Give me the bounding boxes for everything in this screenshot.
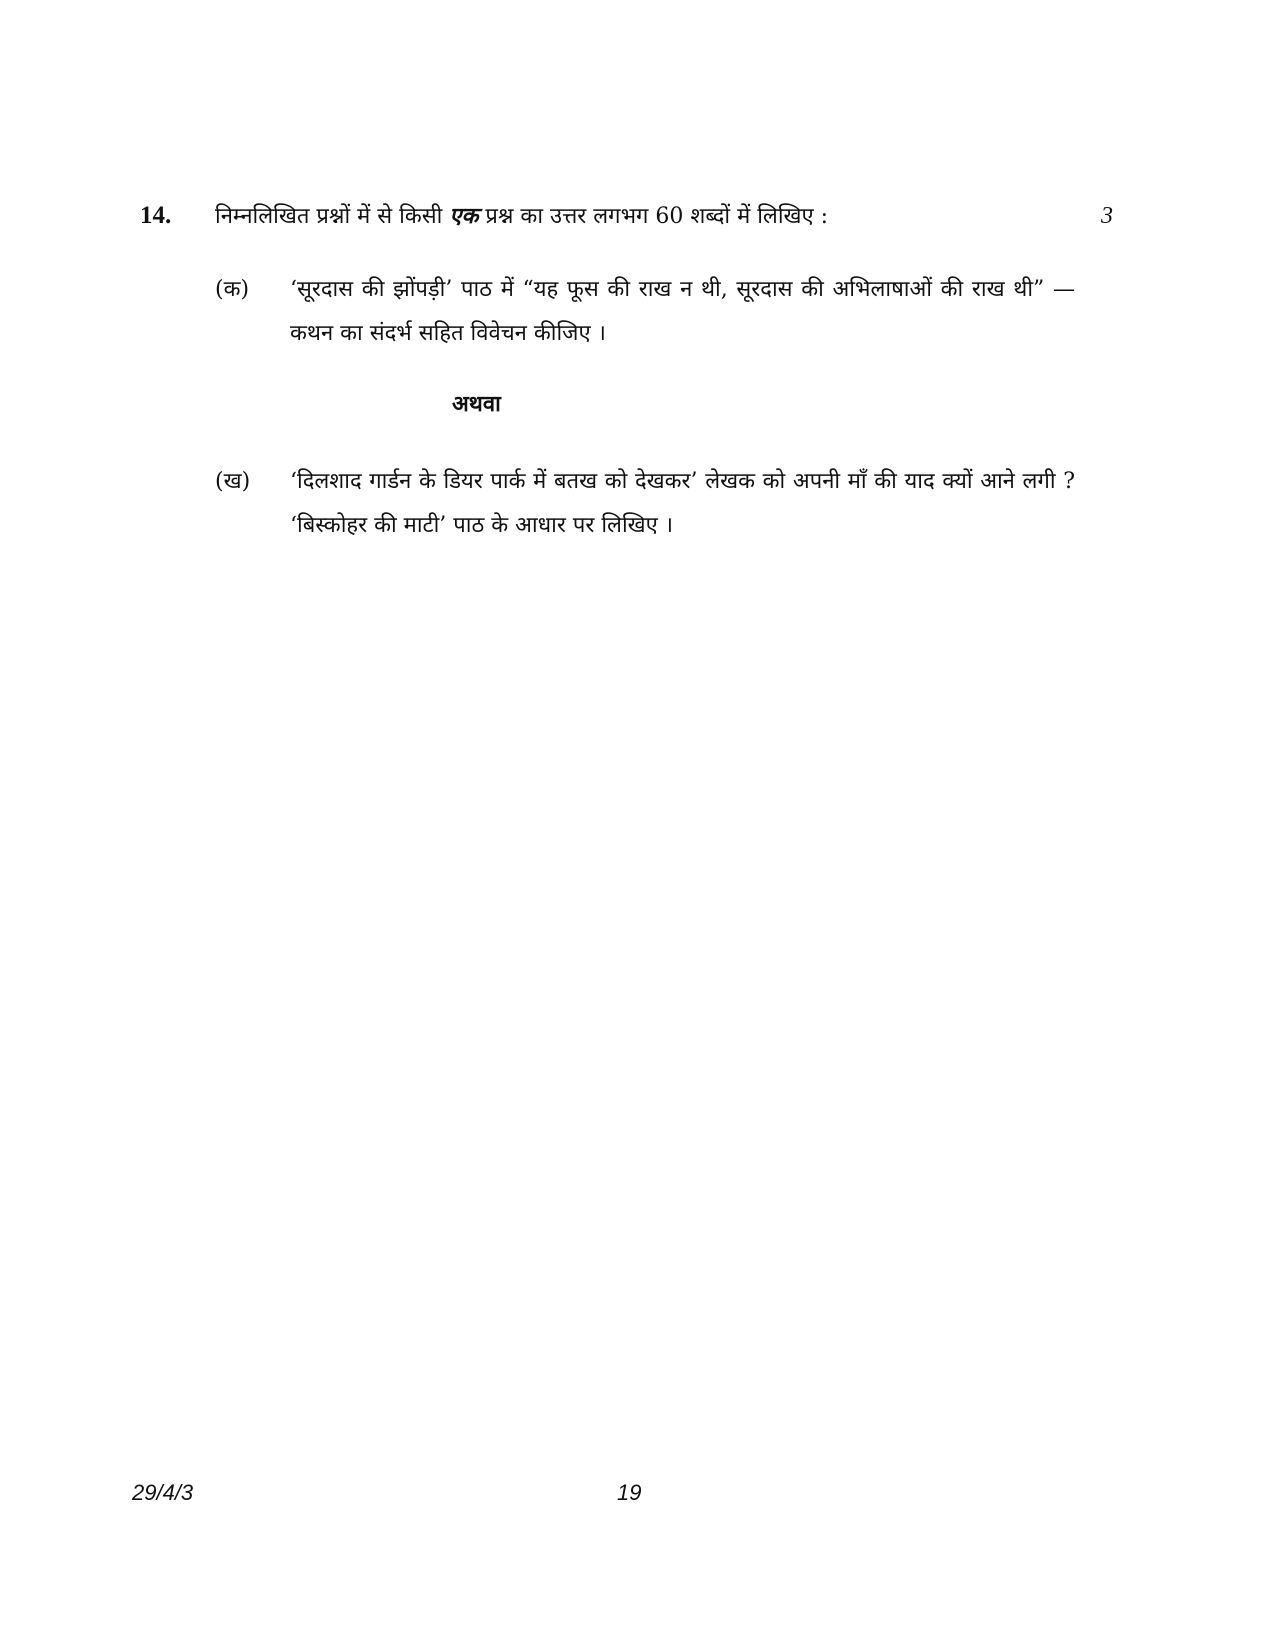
footer-paper-code: 29/4/3 bbox=[132, 1480, 194, 1505]
or-divider: अथवा bbox=[452, 391, 501, 417]
instruction-text-after: प्रश्न का उत्तर लगभग 60 शब्दों में लिखिए : bbox=[478, 204, 829, 229]
question-instruction bbox=[215, 200, 1015, 230]
sub-question-a-label: (क) bbox=[215, 277, 250, 302]
instruction-emphasis: एक bbox=[449, 203, 479, 229]
sub-question-a bbox=[215, 268, 1075, 356]
sub-question-a-text: ‘सूरदास की झोंपड़ी’ पाठ में “यह फूस की राख न थी, सूरदास की अभिलाषाओं की राख थी” — कथन का संदर्भ सहित विवेचन कीजिए । bbox=[290, 277, 1075, 346]
question-number: 14. bbox=[140, 202, 172, 229]
question-marks: 3 bbox=[1101, 203, 1113, 229]
footer-page-number: 19 bbox=[617, 1480, 642, 1505]
sub-question-b-label: (ख) bbox=[215, 469, 251, 494]
sub-question-b bbox=[215, 460, 1075, 548]
sub-question-b-text: ‘दिलशाद गार्डन के डियर पार्क में बतख को देखकर’ लेखक को अपनी माँ की याद क्यों आने लगी ? ‘बिस्कोहर की माटी’ पाठ के आधार पर लिखिए । bbox=[290, 469, 1075, 538]
instruction-text-before: निम्नलिखित प्रश्नों में से किसी bbox=[215, 204, 450, 229]
